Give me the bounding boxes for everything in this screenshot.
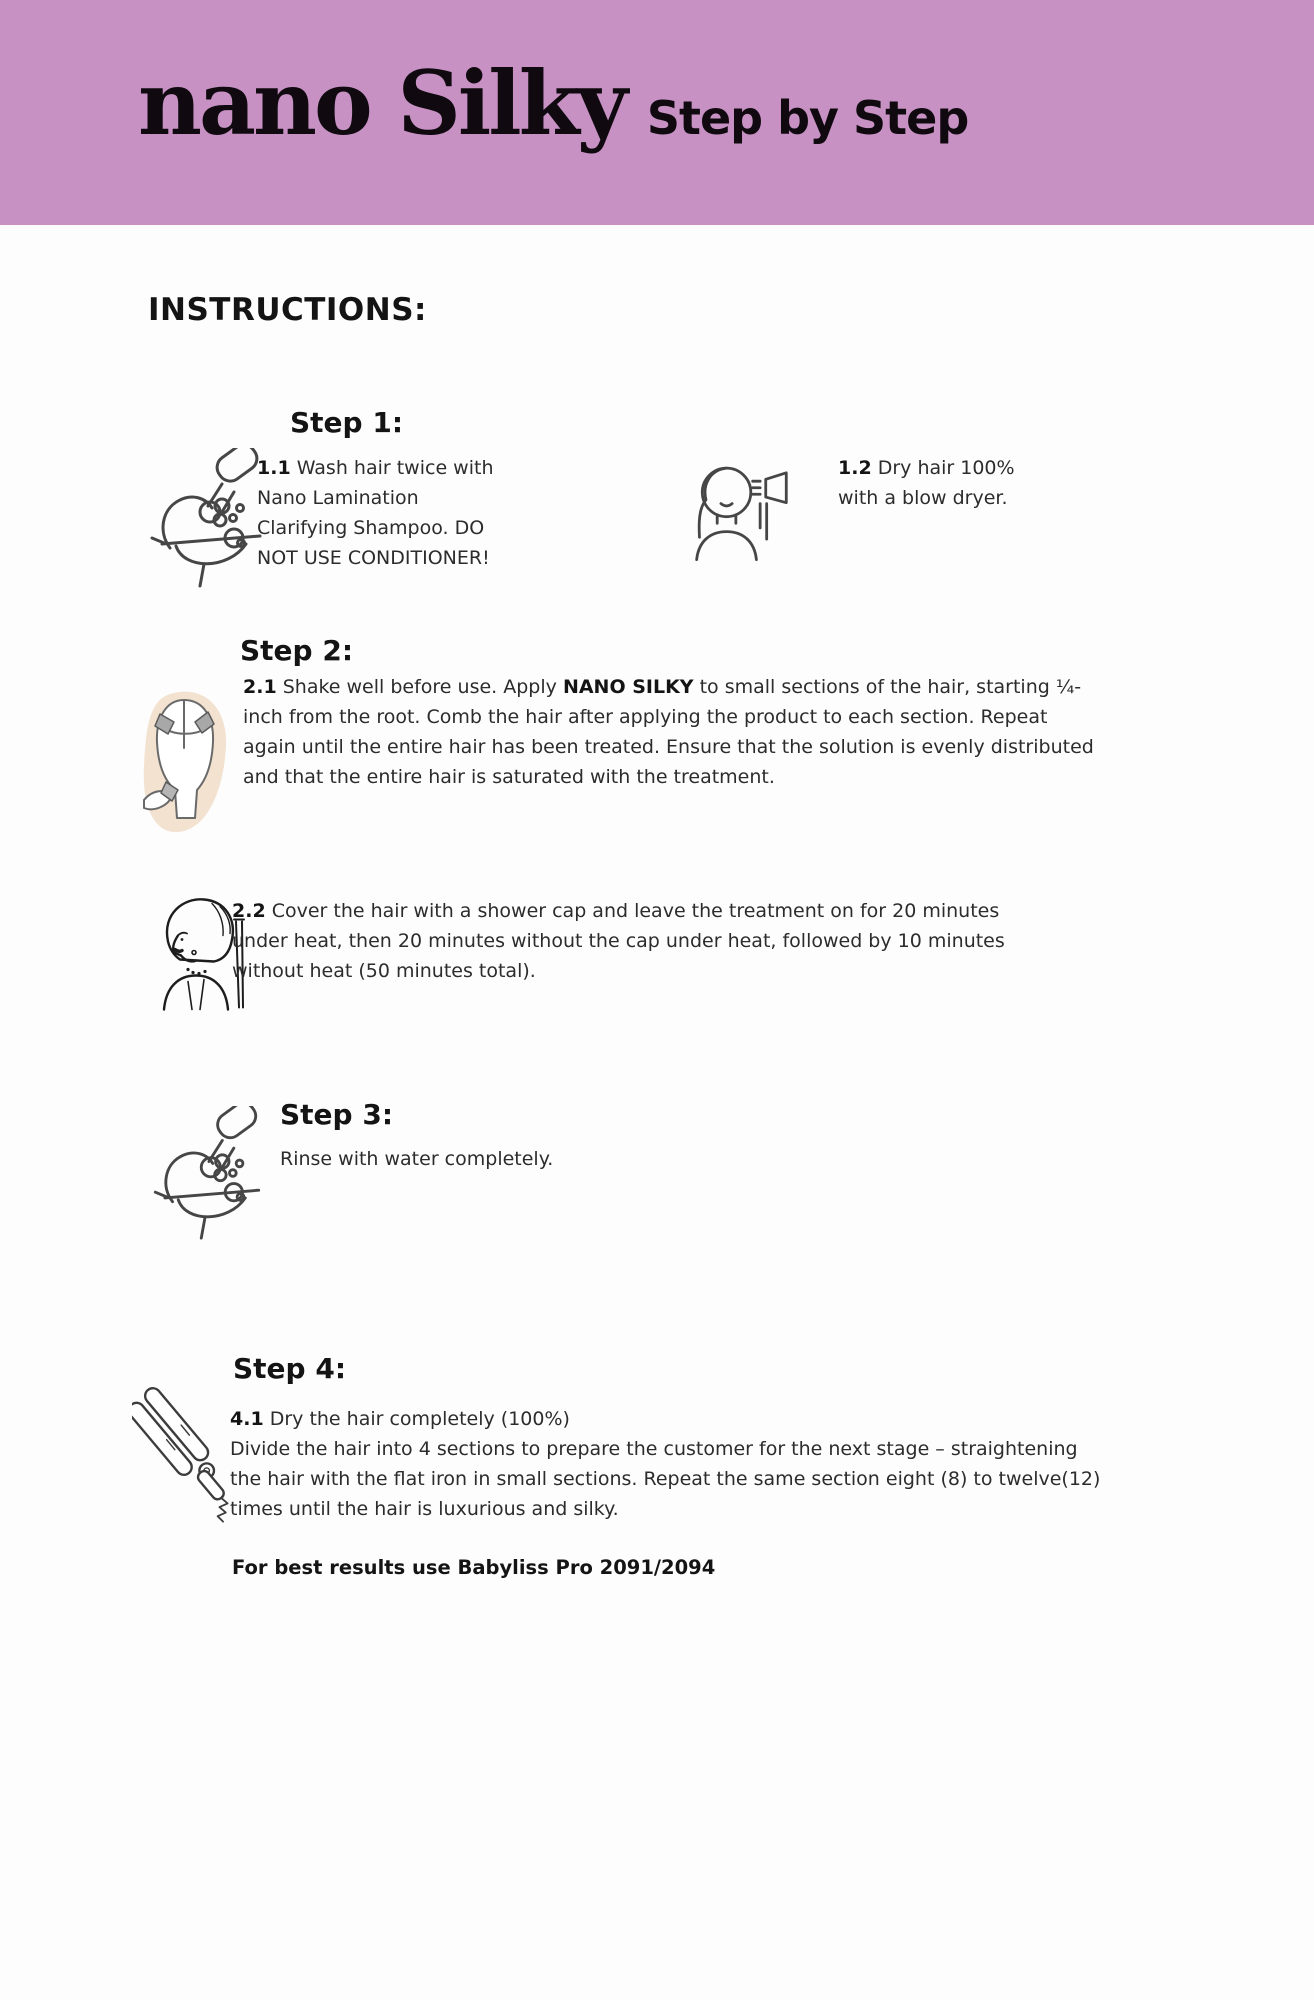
footnote-text: For best results use Babyliss Pro 2091/2094 <box>232 1556 716 1579</box>
header-title-row <box>138 28 968 178</box>
instruction-3 <box>280 1144 700 1174</box>
flat-iron-icon <box>132 1376 234 1538</box>
item-text-rest: Divide the hair into 4 sections to prepare the customer for the next stage – straightening the hair with the flat iron in small sections. Repeat the same section eight (8) to twelve(12) times until the hair is luxurious and silky. <box>230 1438 1101 1520</box>
step-3-title: Step 3: <box>280 1098 394 1131</box>
instruction-1-1 <box>257 453 507 573</box>
blow-dryer-icon <box>678 452 790 572</box>
item-number: 4.1 <box>230 1408 264 1430</box>
item-number: 1.2 <box>838 457 872 479</box>
step-2-title: Step 2: <box>240 634 354 667</box>
item-number: 1.1 <box>257 457 291 479</box>
item-number: 2.1 <box>243 676 277 698</box>
hair-wash-icon <box>152 1106 262 1240</box>
instructions-heading: INSTRUCTIONS: <box>148 292 427 328</box>
item-text-line1: Dry the hair completely (100%) <box>269 1408 570 1430</box>
item-number: 2.2 <box>232 900 266 922</box>
hair-wash-icon <box>150 448 262 588</box>
item-text: Wash hair twice with Nano Lamination Clarifying Shampoo. DO NOT USE CONDITIONER! <box>257 457 494 569</box>
item-text-before-brand: Shake well before use. Apply <box>282 676 557 698</box>
item-text: Dry hair 100% with a blow dryer. <box>838 457 1015 509</box>
hair-sectioning-icon <box>136 684 234 836</box>
step-1-title: Step 1: <box>290 406 404 439</box>
brand-title: nano Silky <box>138 51 625 155</box>
header-subtitle: Step by Step <box>646 91 969 145</box>
item-text-after-brand: to small sections of the hair, starting ¼-inch from the root. Comb the hair after applying the product to each section. Repeat again until the entire hair has been treated. Ensure that the solution is evenly distributed and that the entire hair is saturated with the treatment. <box>243 676 1094 788</box>
item-text: Rinse with water completely. <box>280 1148 554 1170</box>
header-banner <box>0 0 1314 225</box>
instruction-4-1 <box>230 1404 1102 1524</box>
instruction-1-2 <box>838 453 1053 513</box>
item-text: Cover the hair with a shower cap and leave the treatment on for 20 minutes under heat, then 20 minutes without the cap under heat, followed by 10 minutes without heat (50 minutes total). <box>232 900 1005 982</box>
instruction-2-1 <box>243 672 1095 792</box>
product-brand-name: NANO SILKY <box>562 676 694 698</box>
instruction-2-2 <box>232 896 1022 986</box>
step-4-title: Step 4: <box>233 1352 347 1385</box>
